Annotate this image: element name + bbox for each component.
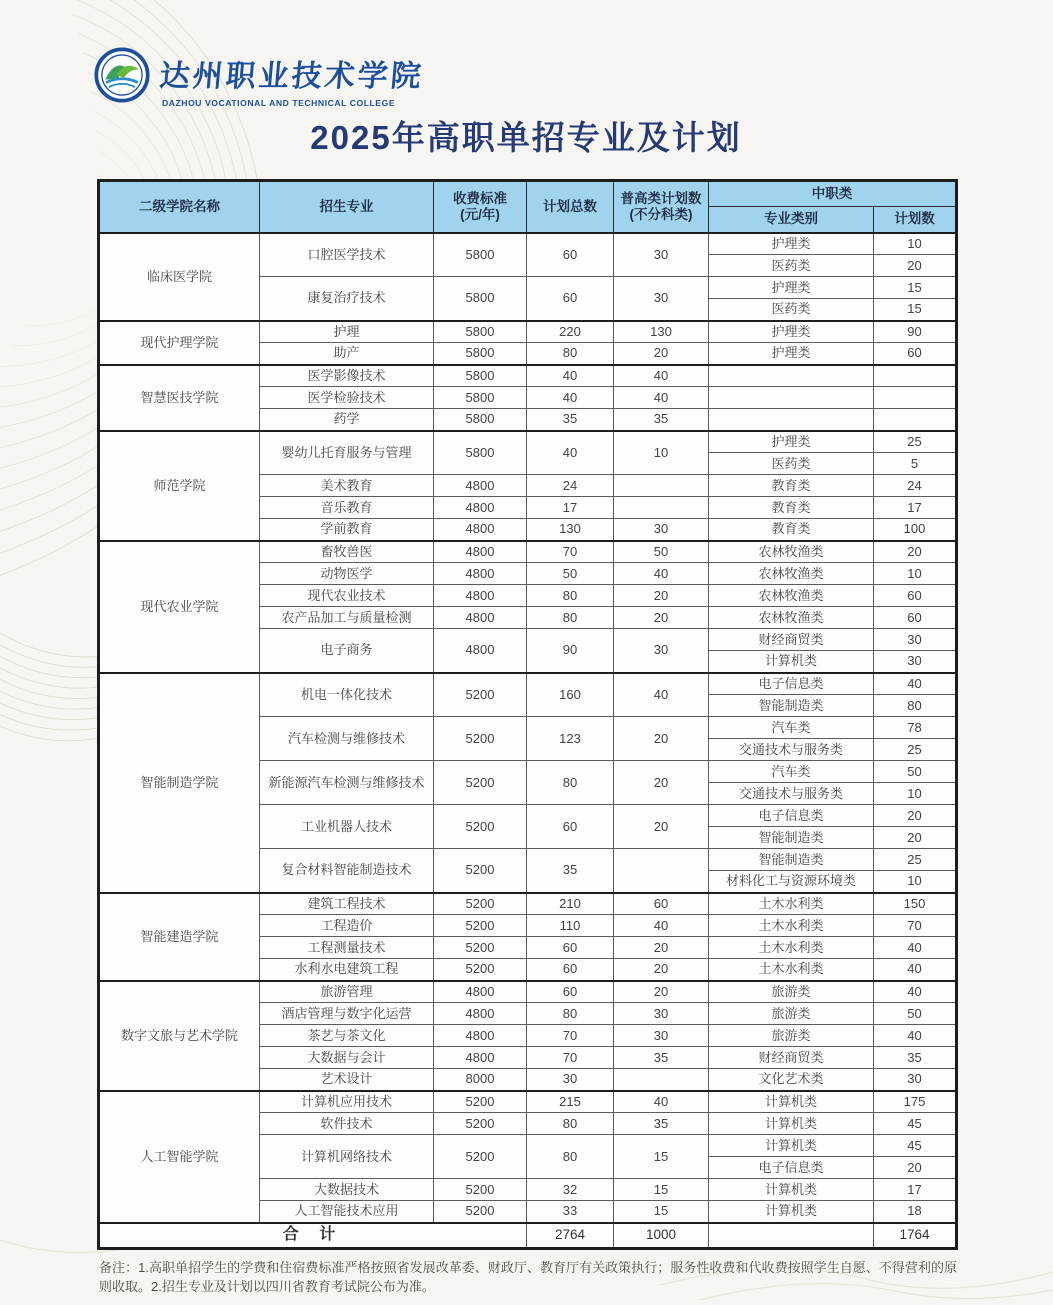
- major-name-cell: 婴幼儿托育服务与管理: [260, 431, 434, 475]
- plan-table-body: [99, 233, 957, 1223]
- voc-category-cell: 教育类: [709, 475, 874, 497]
- voc-count-cell: 25: [874, 849, 957, 871]
- voc-category-cell: [709, 365, 874, 387]
- plan-total-cell: 80: [527, 761, 614, 805]
- general-plan-cell: 30: [614, 629, 709, 673]
- voc-count-cell: 15: [874, 299, 957, 321]
- fee-cell: 5200: [434, 959, 527, 981]
- plan-total-cell: 24: [527, 475, 614, 497]
- college-name-cell: 师范学院: [99, 431, 260, 541]
- major-name-cell: 工程造价: [260, 915, 434, 937]
- fee-cell: 4800: [434, 563, 527, 585]
- general-plan-cell: 15: [614, 1179, 709, 1201]
- voc-category-cell: 护理类: [709, 343, 874, 365]
- table-row: [99, 431, 957, 453]
- major-name-cell: 农产品加工与质量检测: [260, 607, 434, 629]
- voc-count-cell: 80: [874, 695, 957, 717]
- plan-total-cell: 70: [527, 541, 614, 563]
- plan-total-cell: 80: [527, 1135, 614, 1179]
- general-plan-cell: 40: [614, 1091, 709, 1113]
- voc-category-cell: 电子信息类: [709, 805, 874, 827]
- college-brand-header: [94, 47, 424, 108]
- general-plan-cell: 30: [614, 519, 709, 541]
- voc-count-cell: 24: [874, 475, 957, 497]
- general-plan-cell: 15: [614, 1201, 709, 1223]
- voc-count-cell: 175: [874, 1091, 957, 1113]
- voc-count-cell: 40: [874, 981, 957, 1003]
- plan-total-cell: 40: [527, 431, 614, 475]
- fee-cell: 5200: [434, 761, 527, 805]
- general-plan-cell: 20: [614, 585, 709, 607]
- voc-count-cell: 30: [874, 629, 957, 651]
- voc-category-cell: [709, 409, 874, 431]
- table-row: [99, 893, 957, 915]
- college-name-cell: 数字文旅与艺术学院: [99, 981, 260, 1091]
- voc-category-cell: 电子信息类: [709, 673, 874, 695]
- voc-category-cell: 计算机类: [709, 1135, 874, 1157]
- major-name-cell: 康复治疗技术: [260, 277, 434, 321]
- fee-cell: 5800: [434, 409, 527, 431]
- page-title: 2025年高职单招专业及计划: [310, 119, 742, 156]
- major-name-cell: 现代农业技术: [260, 585, 434, 607]
- fee-cell: 5800: [434, 233, 527, 277]
- voc-count-cell: 5: [874, 453, 957, 475]
- college-brand-text: [160, 47, 424, 108]
- voc-category-cell: 护理类: [709, 277, 874, 299]
- fee-cell: 5200: [434, 1091, 527, 1113]
- college-name-cell: 智慧医技学院: [99, 365, 260, 431]
- general-plan-cell: 20: [614, 607, 709, 629]
- general-plan-cell: [614, 497, 709, 519]
- voc-category-cell: 土木水利类: [709, 915, 874, 937]
- plan-total-cell: 40: [527, 387, 614, 409]
- voc-category-cell: 医药类: [709, 453, 874, 475]
- voc-count-cell: 20: [874, 541, 957, 563]
- fee-cell: 4800: [434, 475, 527, 497]
- plan-total-cell: 80: [527, 343, 614, 365]
- header-major: 招生专业: [260, 181, 434, 233]
- college-name-cell: 现代护理学院: [99, 321, 260, 365]
- voc-count-cell: [874, 387, 957, 409]
- voc-category-cell: 旅游类: [709, 1003, 874, 1025]
- voc-category-cell: 土木水利类: [709, 959, 874, 981]
- voc-category-cell: 农林牧渔类: [709, 563, 874, 585]
- voc-category-cell: 护理类: [709, 431, 874, 453]
- major-name-cell: 复合材料智能制造技术: [260, 849, 434, 893]
- major-name-cell: 电子商务: [260, 629, 434, 673]
- table-row: [99, 673, 957, 695]
- voc-category-cell: 汽车类: [709, 717, 874, 739]
- major-name-cell: 音乐教育: [260, 497, 434, 519]
- major-name-cell: 茶艺与茶文化: [260, 1025, 434, 1047]
- plan-total-cell: 215: [527, 1091, 614, 1113]
- general-plan-cell: 35: [614, 1047, 709, 1069]
- general-plan-cell: 40: [614, 365, 709, 387]
- plan-total-cell: 17: [527, 497, 614, 519]
- plan-total-cell: 80: [527, 585, 614, 607]
- college-name-cell: 智能制造学院: [99, 673, 260, 893]
- fee-cell: 5200: [434, 915, 527, 937]
- header-voc-count: 计划数: [874, 207, 957, 233]
- major-name-cell: 药学: [260, 409, 434, 431]
- general-plan-cell: 10: [614, 431, 709, 475]
- voc-count-cell: 30: [874, 651, 957, 673]
- plan-total-cell: 60: [527, 805, 614, 849]
- voc-category-cell: 旅游类: [709, 1025, 874, 1047]
- table-row: [99, 541, 957, 563]
- voc-count-cell: 150: [874, 893, 957, 915]
- major-name-cell: 大数据技术: [260, 1179, 434, 1201]
- voc-category-cell: 计算机类: [709, 1113, 874, 1135]
- major-name-cell: 艺术设计: [260, 1069, 434, 1091]
- fee-cell: 4800: [434, 607, 527, 629]
- table-row: [99, 1091, 957, 1113]
- major-name-cell: 工业机器人技术: [260, 805, 434, 849]
- general-plan-cell: 20: [614, 959, 709, 981]
- fee-cell: 4800: [434, 585, 527, 607]
- general-plan-cell: 20: [614, 761, 709, 805]
- voc-category-cell: 农林牧渔类: [709, 585, 874, 607]
- major-name-cell: 计算机应用技术: [260, 1091, 434, 1113]
- major-name-cell: 动物医学: [260, 563, 434, 585]
- fee-cell: 5800: [434, 431, 527, 475]
- voc-count-cell: 40: [874, 1025, 957, 1047]
- general-plan-cell: 40: [614, 387, 709, 409]
- major-name-cell: 医学影像技术: [260, 365, 434, 387]
- general-plan-cell: 130: [614, 321, 709, 343]
- major-name-cell: 医学检验技术: [260, 387, 434, 409]
- voc-count-cell: 90: [874, 321, 957, 343]
- voc-count-cell: 60: [874, 585, 957, 607]
- college-name-cn: 达州职业技术学院: [158, 59, 426, 94]
- voc-category-cell: 护理类: [709, 233, 874, 255]
- major-name-cell: 酒店管理与数字化运营: [260, 1003, 434, 1025]
- general-plan-cell: 30: [614, 1003, 709, 1025]
- voc-count-cell: 17: [874, 497, 957, 519]
- major-name-cell: 畜牧兽医: [260, 541, 434, 563]
- voc-category-cell: 文化艺术类: [709, 1069, 874, 1091]
- plan-total-cell: 60: [527, 233, 614, 277]
- plan-total-cell: 33: [527, 1201, 614, 1223]
- voc-count-cell: [874, 365, 957, 387]
- voc-count-cell: 25: [874, 739, 957, 761]
- fee-cell: 5800: [434, 321, 527, 343]
- voc-count-cell: 25: [874, 431, 957, 453]
- header-general-line2: (不分科类): [629, 206, 693, 222]
- fee-cell: 5200: [434, 893, 527, 915]
- major-name-cell: 美术教育: [260, 475, 434, 497]
- voc-count-cell: 78: [874, 717, 957, 739]
- plan-table: [97, 179, 958, 1250]
- voc-category-cell: 医药类: [709, 255, 874, 277]
- voc-count-cell: 40: [874, 937, 957, 959]
- voc-count-cell: 60: [874, 343, 957, 365]
- voc-count-cell: 70: [874, 915, 957, 937]
- voc-category-cell: 汽车类: [709, 761, 874, 783]
- plan-total-cell: 60: [527, 959, 614, 981]
- fee-cell: 5200: [434, 673, 527, 717]
- voc-category-cell: 财经商贸类: [709, 1047, 874, 1069]
- voc-category-cell: 智能制造类: [709, 695, 874, 717]
- plan-total-cell: 70: [527, 1047, 614, 1069]
- fee-cell: 4800: [434, 1003, 527, 1025]
- voc-category-cell: 电子信息类: [709, 1157, 874, 1179]
- fee-cell: 5200: [434, 937, 527, 959]
- voc-count-cell: 17: [874, 1179, 957, 1201]
- plan-total-cell: 80: [527, 1003, 614, 1025]
- plan-total-cell: 35: [527, 409, 614, 431]
- college-name-en: DAZHOU VOCATIONAL AND TECHNICAL COLLEGE: [162, 98, 396, 108]
- voc-category-cell: 医药类: [709, 299, 874, 321]
- general-plan-cell: 15: [614, 1135, 709, 1179]
- plan-total-cell: 60: [527, 981, 614, 1003]
- major-name-cell: 工程测量技术: [260, 937, 434, 959]
- header-college: 二级学院名称: [99, 181, 260, 233]
- voc-category-cell: 交通技术与服务类: [709, 739, 874, 761]
- plan-total-cell: 80: [527, 607, 614, 629]
- fee-cell: 5200: [434, 1113, 527, 1135]
- voc-category-cell: 土木水利类: [709, 893, 874, 915]
- voc-count-cell: 20: [874, 805, 957, 827]
- plan-table-foot: [99, 1223, 957, 1249]
- header-row-1: [99, 181, 957, 207]
- major-name-cell: 汽车检测与维修技术: [260, 717, 434, 761]
- fee-cell: 5200: [434, 805, 527, 849]
- major-name-cell: 人工智能技术应用: [260, 1201, 434, 1223]
- voc-count-cell: 20: [874, 827, 957, 849]
- general-plan-cell: 20: [614, 343, 709, 365]
- major-name-cell: 软件技术: [260, 1113, 434, 1135]
- header-general-line1: 普高类计划数: [620, 191, 702, 207]
- fee-cell: 4800: [434, 497, 527, 519]
- table-row: [99, 365, 957, 387]
- voc-category-cell: 智能制造类: [709, 827, 874, 849]
- header-vocational-group: 中职类: [709, 181, 957, 207]
- major-name-cell: 建筑工程技术: [260, 893, 434, 915]
- plan-total-cell: 220: [527, 321, 614, 343]
- college-name-cell: 现代农业学院: [99, 541, 260, 673]
- voc-count-cell: 10: [874, 233, 957, 255]
- general-plan-cell: 20: [614, 717, 709, 761]
- voc-category-cell: 交通技术与服务类: [709, 783, 874, 805]
- general-plan-cell: 35: [614, 409, 709, 431]
- fee-cell: 5200: [434, 1179, 527, 1201]
- voc-count-cell: 20: [874, 1157, 957, 1179]
- voc-category-cell: 计算机类: [709, 651, 874, 673]
- plan-total-cell: 160: [527, 673, 614, 717]
- fee-cell: 5800: [434, 365, 527, 387]
- voc-count-cell: 45: [874, 1135, 957, 1157]
- fee-cell: 4800: [434, 981, 527, 1003]
- fee-cell: 4800: [434, 541, 527, 563]
- voc-count-cell: [874, 409, 957, 431]
- voc-count-cell: 18: [874, 1201, 957, 1223]
- plan-total-cell: 80: [527, 1113, 614, 1135]
- plan-total-cell: 60: [527, 277, 614, 321]
- general-plan-cell: 20: [614, 805, 709, 849]
- general-plan-cell: [614, 475, 709, 497]
- header-fee-line2: (元/年): [460, 206, 500, 222]
- general-plan-cell: 30: [614, 233, 709, 277]
- total-row: [99, 1223, 957, 1249]
- fee-cell: 5200: [434, 1201, 527, 1223]
- major-name-cell: 新能源汽车检测与维修技术: [260, 761, 434, 805]
- college-name-cell: 智能建造学院: [99, 893, 260, 981]
- plan-total-cell: 32: [527, 1179, 614, 1201]
- plan-total-cell: 60: [527, 937, 614, 959]
- table-row: [99, 233, 957, 255]
- plan-total-cell: 35: [527, 849, 614, 893]
- general-plan-cell: 40: [614, 673, 709, 717]
- general-plan-cell: 30: [614, 277, 709, 321]
- plan-total-cell: 50: [527, 563, 614, 585]
- major-name-cell: 大数据与会计: [260, 1047, 434, 1069]
- plan-total-cell: 40: [527, 365, 614, 387]
- voc-category-cell: 计算机类: [709, 1201, 874, 1223]
- major-name-cell: 机电一体化技术: [260, 673, 434, 717]
- general-plan-cell: 40: [614, 563, 709, 585]
- header-plan-total: 计划总数: [527, 181, 614, 233]
- voc-count-cell: 15: [874, 277, 957, 299]
- general-plan-cell: 20: [614, 981, 709, 1003]
- college-name-cell: 人工智能学院: [99, 1091, 260, 1223]
- major-name-cell: 水利水电建筑工程: [260, 959, 434, 981]
- fee-cell: 5800: [434, 277, 527, 321]
- voc-count-cell: 40: [874, 959, 957, 981]
- voc-category-cell: 材料化工与资源环境类: [709, 871, 874, 893]
- fee-cell: 5200: [434, 717, 527, 761]
- total-plan-cell: 2764: [527, 1223, 614, 1249]
- general-plan-cell: 20: [614, 937, 709, 959]
- total-general-cell: 1000: [614, 1223, 709, 1249]
- voc-count-cell: 100: [874, 519, 957, 541]
- voc-category-cell: 计算机类: [709, 1091, 874, 1113]
- fee-cell: 4800: [434, 629, 527, 673]
- voc-count-cell: 20: [874, 255, 957, 277]
- header-fee-line1: 收费标准: [453, 191, 507, 207]
- voc-count-cell: 35: [874, 1047, 957, 1069]
- plan-total-cell: 70: [527, 1025, 614, 1047]
- voc-count-cell: 50: [874, 1003, 957, 1025]
- fee-cell: 4800: [434, 519, 527, 541]
- general-plan-cell: 40: [614, 915, 709, 937]
- general-plan-cell: [614, 1069, 709, 1091]
- major-name-cell: 旅游管理: [260, 981, 434, 1003]
- voc-count-cell: 45: [874, 1113, 957, 1135]
- general-plan-cell: 60: [614, 893, 709, 915]
- voc-count-cell: 40: [874, 673, 957, 695]
- voc-category-cell: [709, 387, 874, 409]
- plan-total-cell: 90: [527, 629, 614, 673]
- voc-category-cell: 教育类: [709, 497, 874, 519]
- voc-category-cell: 农林牧渔类: [709, 607, 874, 629]
- major-name-cell: 口腔医学技术: [260, 233, 434, 277]
- header-voc-category: 专业类别: [709, 207, 874, 233]
- fee-cell: 8000: [434, 1069, 527, 1091]
- table-row: [99, 321, 957, 343]
- major-name-cell: 助产: [260, 343, 434, 365]
- plan-total-cell: 210: [527, 893, 614, 915]
- plan-total-cell: 110: [527, 915, 614, 937]
- general-plan-cell: [614, 849, 709, 893]
- voc-category-cell: 计算机类: [709, 1179, 874, 1201]
- fee-cell: 5800: [434, 387, 527, 409]
- voc-category-cell: 护理类: [709, 321, 874, 343]
- plan-table-head: [99, 181, 957, 233]
- plan-total-cell: 30: [527, 1069, 614, 1091]
- major-name-cell: 计算机网络技术: [260, 1135, 434, 1179]
- table-row: [99, 981, 957, 1003]
- total-label-cell: 合 计: [99, 1223, 527, 1249]
- header-general-plan: [614, 181, 709, 233]
- total-voc-category-cell: [709, 1223, 874, 1249]
- plan-total-cell: 130: [527, 519, 614, 541]
- voc-count-cell: 10: [874, 563, 957, 585]
- fee-cell: 5200: [434, 1135, 527, 1179]
- voc-category-cell: 教育类: [709, 519, 874, 541]
- voc-count-cell: 10: [874, 783, 957, 805]
- total-voc-count-cell: 1764: [874, 1223, 957, 1249]
- general-plan-cell: 30: [614, 1025, 709, 1047]
- fee-cell: 4800: [434, 1025, 527, 1047]
- voc-count-cell: 50: [874, 761, 957, 783]
- header-fee: [434, 181, 527, 233]
- major-name-cell: 护理: [260, 321, 434, 343]
- voc-category-cell: 农林牧渔类: [709, 541, 874, 563]
- voc-count-cell: 10: [874, 871, 957, 893]
- voc-category-cell: 财经商贸类: [709, 629, 874, 651]
- voc-count-cell: 60: [874, 607, 957, 629]
- plan-total-cell: 123: [527, 717, 614, 761]
- general-plan-cell: 35: [614, 1113, 709, 1135]
- voc-category-cell: 智能制造类: [709, 849, 874, 871]
- voc-category-cell: 旅游类: [709, 981, 874, 1003]
- voc-category-cell: 土木水利类: [709, 937, 874, 959]
- footnote: 备注：1.高职单招学生的学费和住宿费标准严格按照省发展改革委、财政厅、教育厅有关政策执行；服务性收费和代收费按照学生自愿、不得营利的原则收取。2.招生专业及计划以四川省教育考试院公布为准。: [99, 1260, 957, 1294]
- general-plan-cell: 50: [614, 541, 709, 563]
- college-name-cell: 临床医学院: [99, 233, 260, 321]
- fee-cell: 5800: [434, 343, 527, 365]
- college-logo-icon: [94, 47, 150, 103]
- voc-count-cell: 30: [874, 1069, 957, 1091]
- fee-cell: 4800: [434, 1047, 527, 1069]
- fee-cell: 5200: [434, 849, 527, 893]
- major-name-cell: 学前教育: [260, 519, 434, 541]
